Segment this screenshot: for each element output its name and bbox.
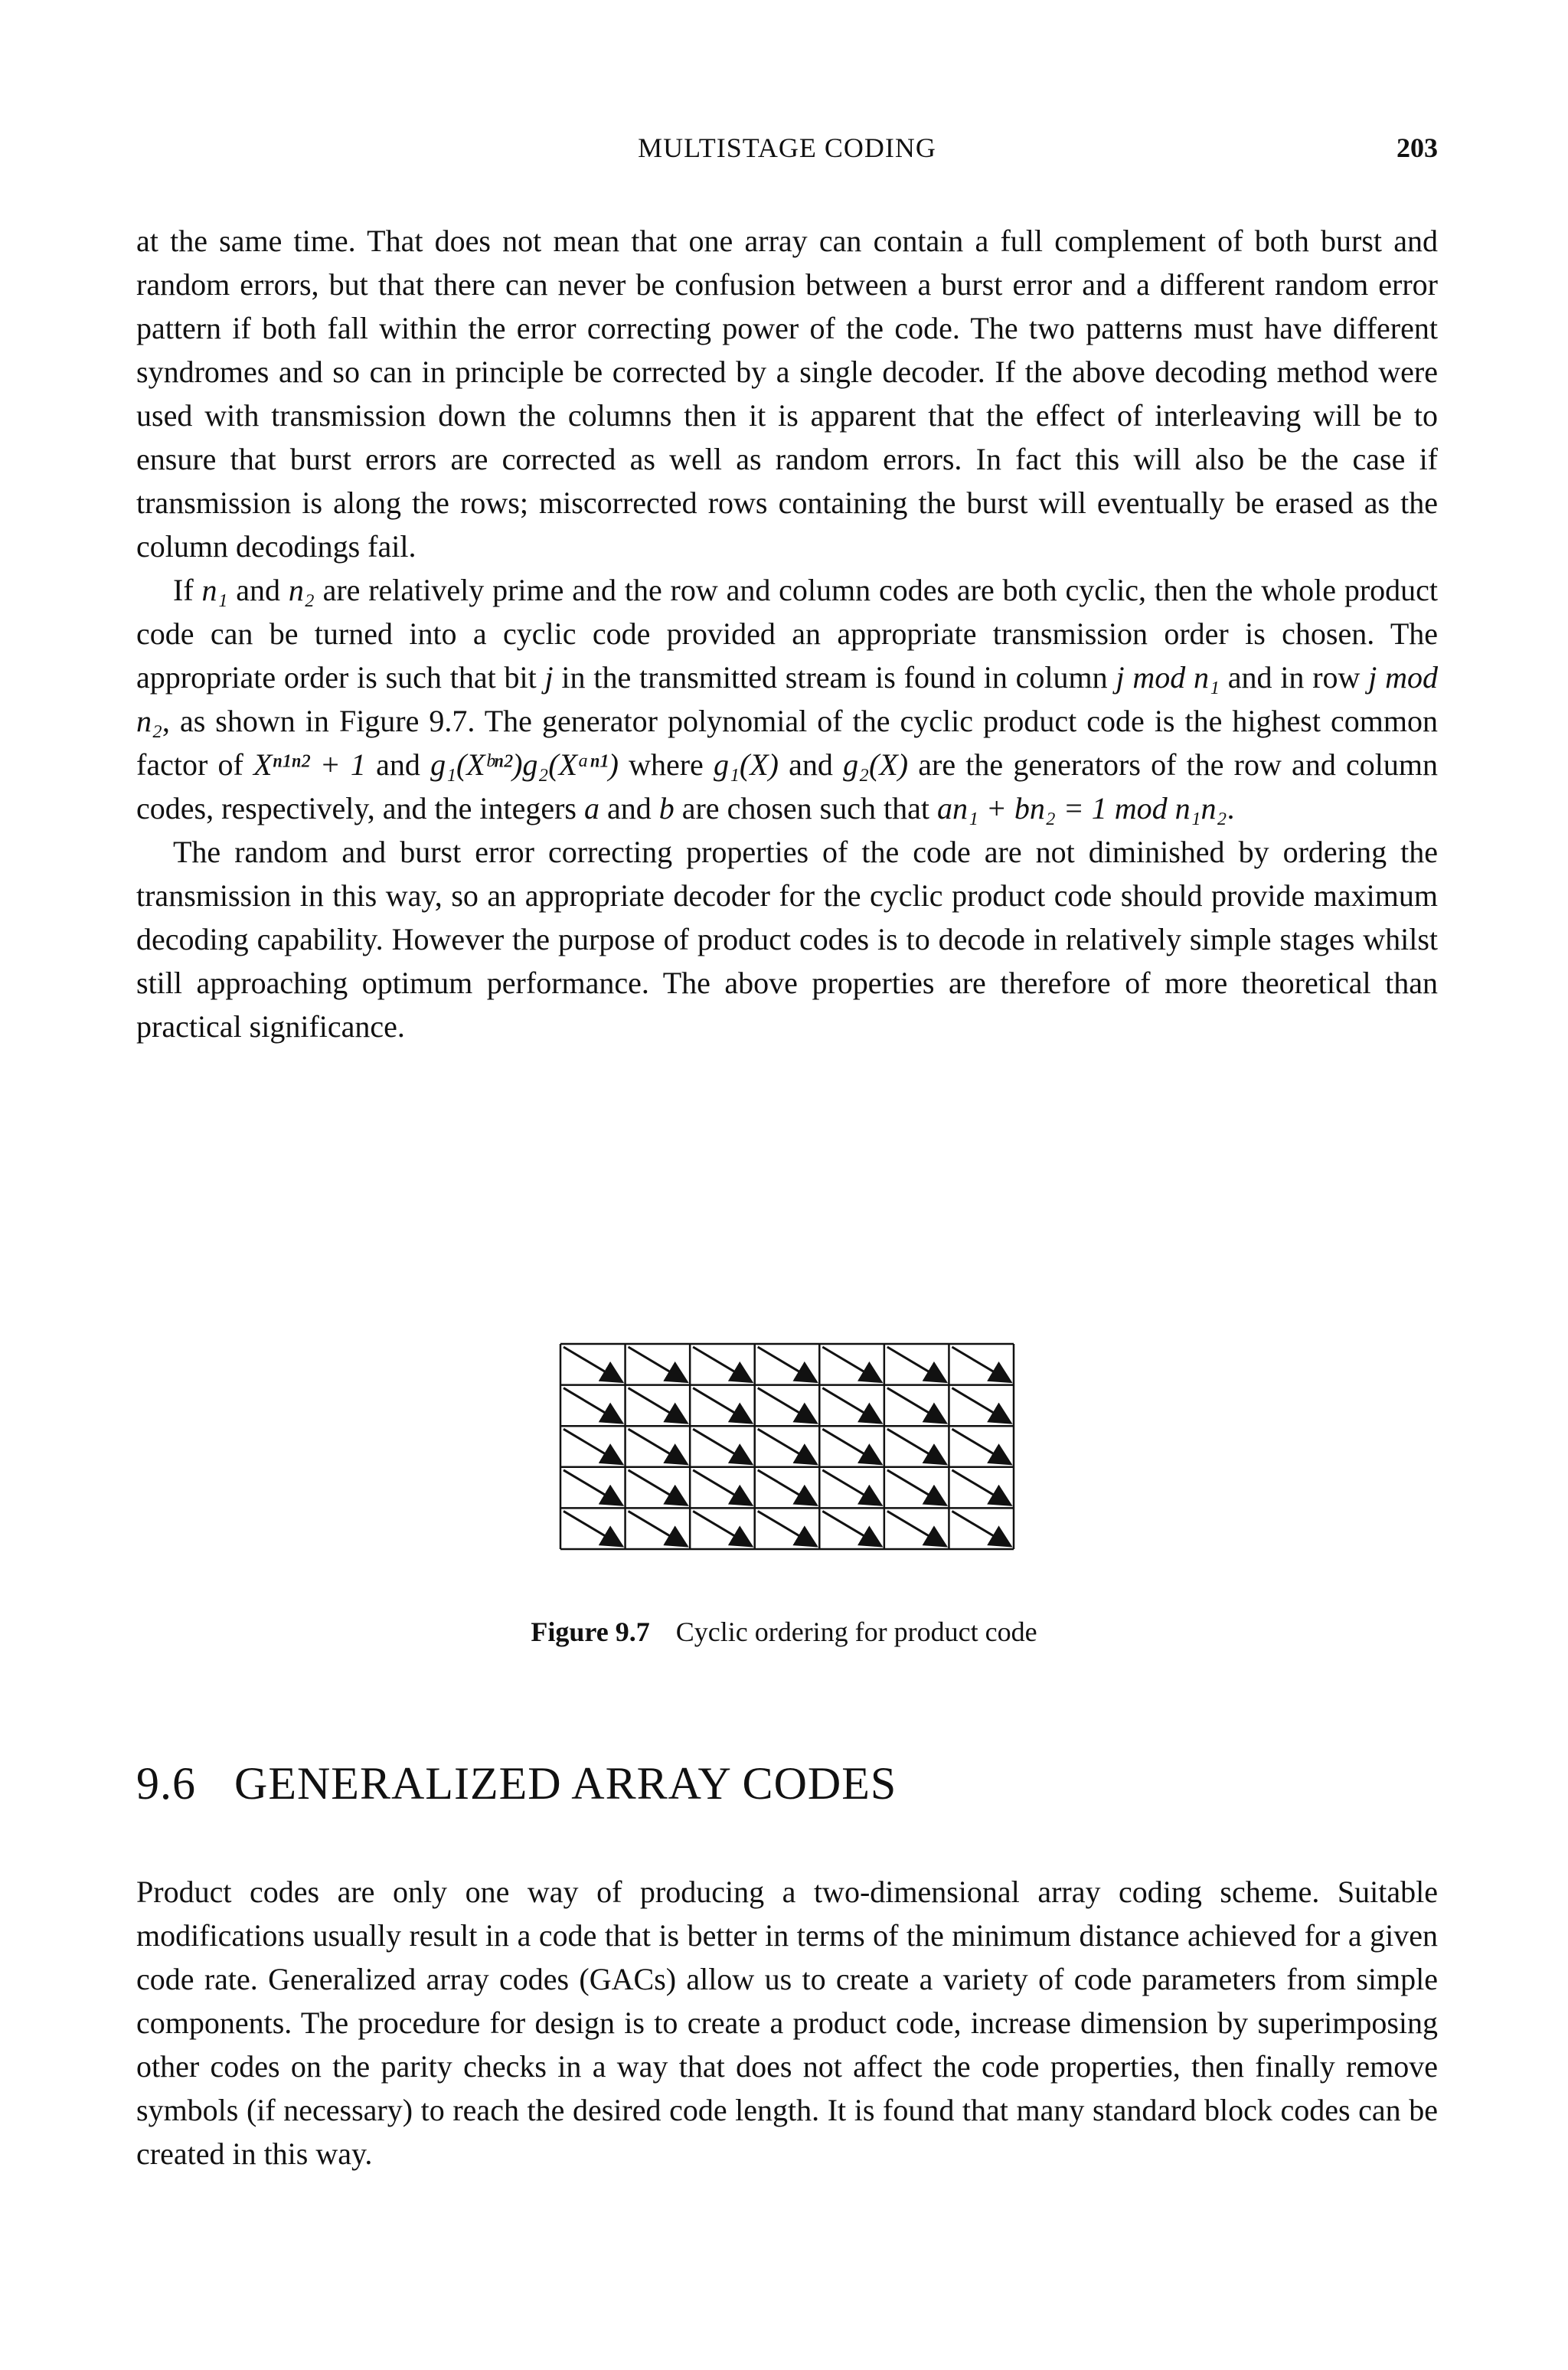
diagonal-arrow xyxy=(564,1429,622,1464)
paragraph-2 xyxy=(136,568,1438,830)
paragraph-1: at the same time. That does not mean that one array can contain a full complement of both burst and random errors, but that there can never be confusion between a burst error and a different random error pattern if both fall within the error correcting power of the code. The two patterns must have different syndromes and so can in principle be corrected by a single decoder. If the above decoding method were used with transmission down the columns then it is apparent that the effect of interleaving will be to ensure that burst errors are corrected as well as random errors. In fact this will also be the case if transmission is along the rows; miscorrected rows containing the burst will eventually be erased as the column decodings fail. xyxy=(136,224,1438,564)
math-g2: g₂(X) xyxy=(843,747,909,782)
math-n1: n₁ xyxy=(201,573,228,607)
diagonal-arrow xyxy=(822,1429,881,1464)
running-head: MULTISTAGE CODING xyxy=(638,132,936,163)
diagonal-arrow xyxy=(693,1347,752,1382)
text-run: and xyxy=(778,747,844,782)
figure-caption xyxy=(0,1616,1568,1648)
section-heading xyxy=(136,1757,897,1810)
text-run: are relatively prime and the row and column codes are both cyclic, then the whole product code can be turned into a cyclic code provided an appropriate transmission order is chosen. The appropriate order is such that bit xyxy=(136,573,1439,695)
paragraph-3: The random and burst error correcting properties of the code are not diminished by ordering the transmission in this way, so an appropriate decoder for the cyclic product code should provide maximum decoding capability. However the purpose of product codes is to decode in relatively simple stages whilst still approaching optimum performance. The above properties are therefore of more theoretical than practical significance. xyxy=(136,835,1438,1044)
page-header xyxy=(136,132,1438,170)
section-title: GENERALIZED ARRAY CODES xyxy=(234,1758,897,1809)
paragraph-4: Product codes are only one way of producing a two-dimensional array coding scheme. Suitable modifications usually result in a code that is better in terms of the minimum distance achieved for a given code rate. Generalized array codes (GACs) allow us to create a variety of code parameters from simple components. The procedure for design is to create a product code, increase dimension by superimposing other codes on the parity checks in a way that does not affect the code properties, then finally remove symbols (if necessary) to reach the desired code length. It is found that many standard block codes can be created in this way. xyxy=(136,1875,1438,2171)
body-text-top xyxy=(136,219,1438,1048)
diagonal-arrow xyxy=(887,1388,946,1424)
text-run: are the generators of the row and column codes, respectively, and the integers xyxy=(136,747,1438,825)
diagonal-arrow xyxy=(952,1511,1011,1546)
text-run: and in row xyxy=(1219,660,1369,695)
figure-caption-text: Cyclic ordering for product code xyxy=(675,1617,1037,1647)
diagonal-arrow xyxy=(693,1470,752,1505)
diagonal-arrow xyxy=(564,1347,622,1382)
text-run: and xyxy=(599,791,659,825)
text-run: and xyxy=(365,747,431,782)
diagonal-arrow xyxy=(758,1429,817,1464)
figure-caption-label: Figure 9.7 xyxy=(531,1617,650,1647)
diagonal-arrow xyxy=(758,1347,817,1382)
diagonal-arrow xyxy=(629,1388,688,1424)
diagonal-arrow xyxy=(952,1429,1011,1464)
diagonal-arrow xyxy=(887,1429,946,1464)
diagonal-arrow xyxy=(822,1347,881,1382)
math-j-mod-n2: j mod n₂ xyxy=(136,660,1439,738)
math-b: b xyxy=(658,791,675,825)
math-x-power-plus-one: Xⁿ¹ⁿ² + 1 xyxy=(253,747,366,782)
diagonal-arrow xyxy=(629,1429,688,1464)
text-run: and xyxy=(227,573,289,607)
diagonal-arrow xyxy=(822,1388,881,1424)
math-g1: g₁(X) xyxy=(714,747,779,782)
math-a: a xyxy=(583,791,599,825)
diagonal-arrow xyxy=(758,1388,817,1424)
diagonal-arrow xyxy=(952,1347,1011,1382)
math-n2: n₂ xyxy=(288,573,315,607)
figure-cyclic-ordering xyxy=(559,1342,1015,1551)
math-j-mod-n1: j mod n₁ xyxy=(1116,660,1220,695)
diagonal-arrow xyxy=(758,1511,817,1546)
math-generator-product: g₁(Xᵇⁿ²)g₂(Xᵃⁿ¹) xyxy=(430,747,619,782)
section-number: 9.6 xyxy=(136,1758,196,1809)
diagonal-arrow xyxy=(564,1470,622,1505)
body-text-bottom xyxy=(136,1870,1438,2175)
text-run: in the transmitted stream is found in column xyxy=(553,660,1116,695)
diagonal-arrow xyxy=(693,1429,752,1464)
text-run: , as shown in Figure 9.7. The generator polynomial of the cyclic product code is the highest common factor of xyxy=(136,704,1438,782)
text-run: . xyxy=(1227,791,1235,825)
diagonal-arrow xyxy=(887,1347,946,1382)
diagonal-arrow xyxy=(564,1511,622,1546)
diagonal-arrow xyxy=(887,1511,946,1546)
text-run: If xyxy=(173,573,202,607)
diagonal-arrow xyxy=(952,1470,1011,1505)
text-run: are chosen such that xyxy=(674,791,937,825)
diagonal-arrow xyxy=(629,1511,688,1546)
diagonal-arrow xyxy=(693,1511,752,1546)
page-number: 203 xyxy=(1396,132,1438,163)
math-an1-bn2: an₁ + bn₂ = 1 mod n₁n₂ xyxy=(936,791,1227,825)
text-run: where xyxy=(618,747,714,782)
diagonal-arrow xyxy=(822,1470,881,1505)
diagonal-arrow xyxy=(629,1470,688,1505)
diagonal-arrow xyxy=(629,1347,688,1382)
math-j: j xyxy=(544,660,554,695)
diagonal-arrow xyxy=(952,1388,1011,1424)
diagonal-arrow xyxy=(564,1388,622,1424)
diagonal-arrow xyxy=(822,1511,881,1546)
diagonal-arrow xyxy=(693,1388,752,1424)
diagonal-arrow xyxy=(887,1470,946,1505)
cyclic-ordering-diagram xyxy=(559,1342,1015,1551)
diagonal-arrow xyxy=(758,1470,817,1505)
